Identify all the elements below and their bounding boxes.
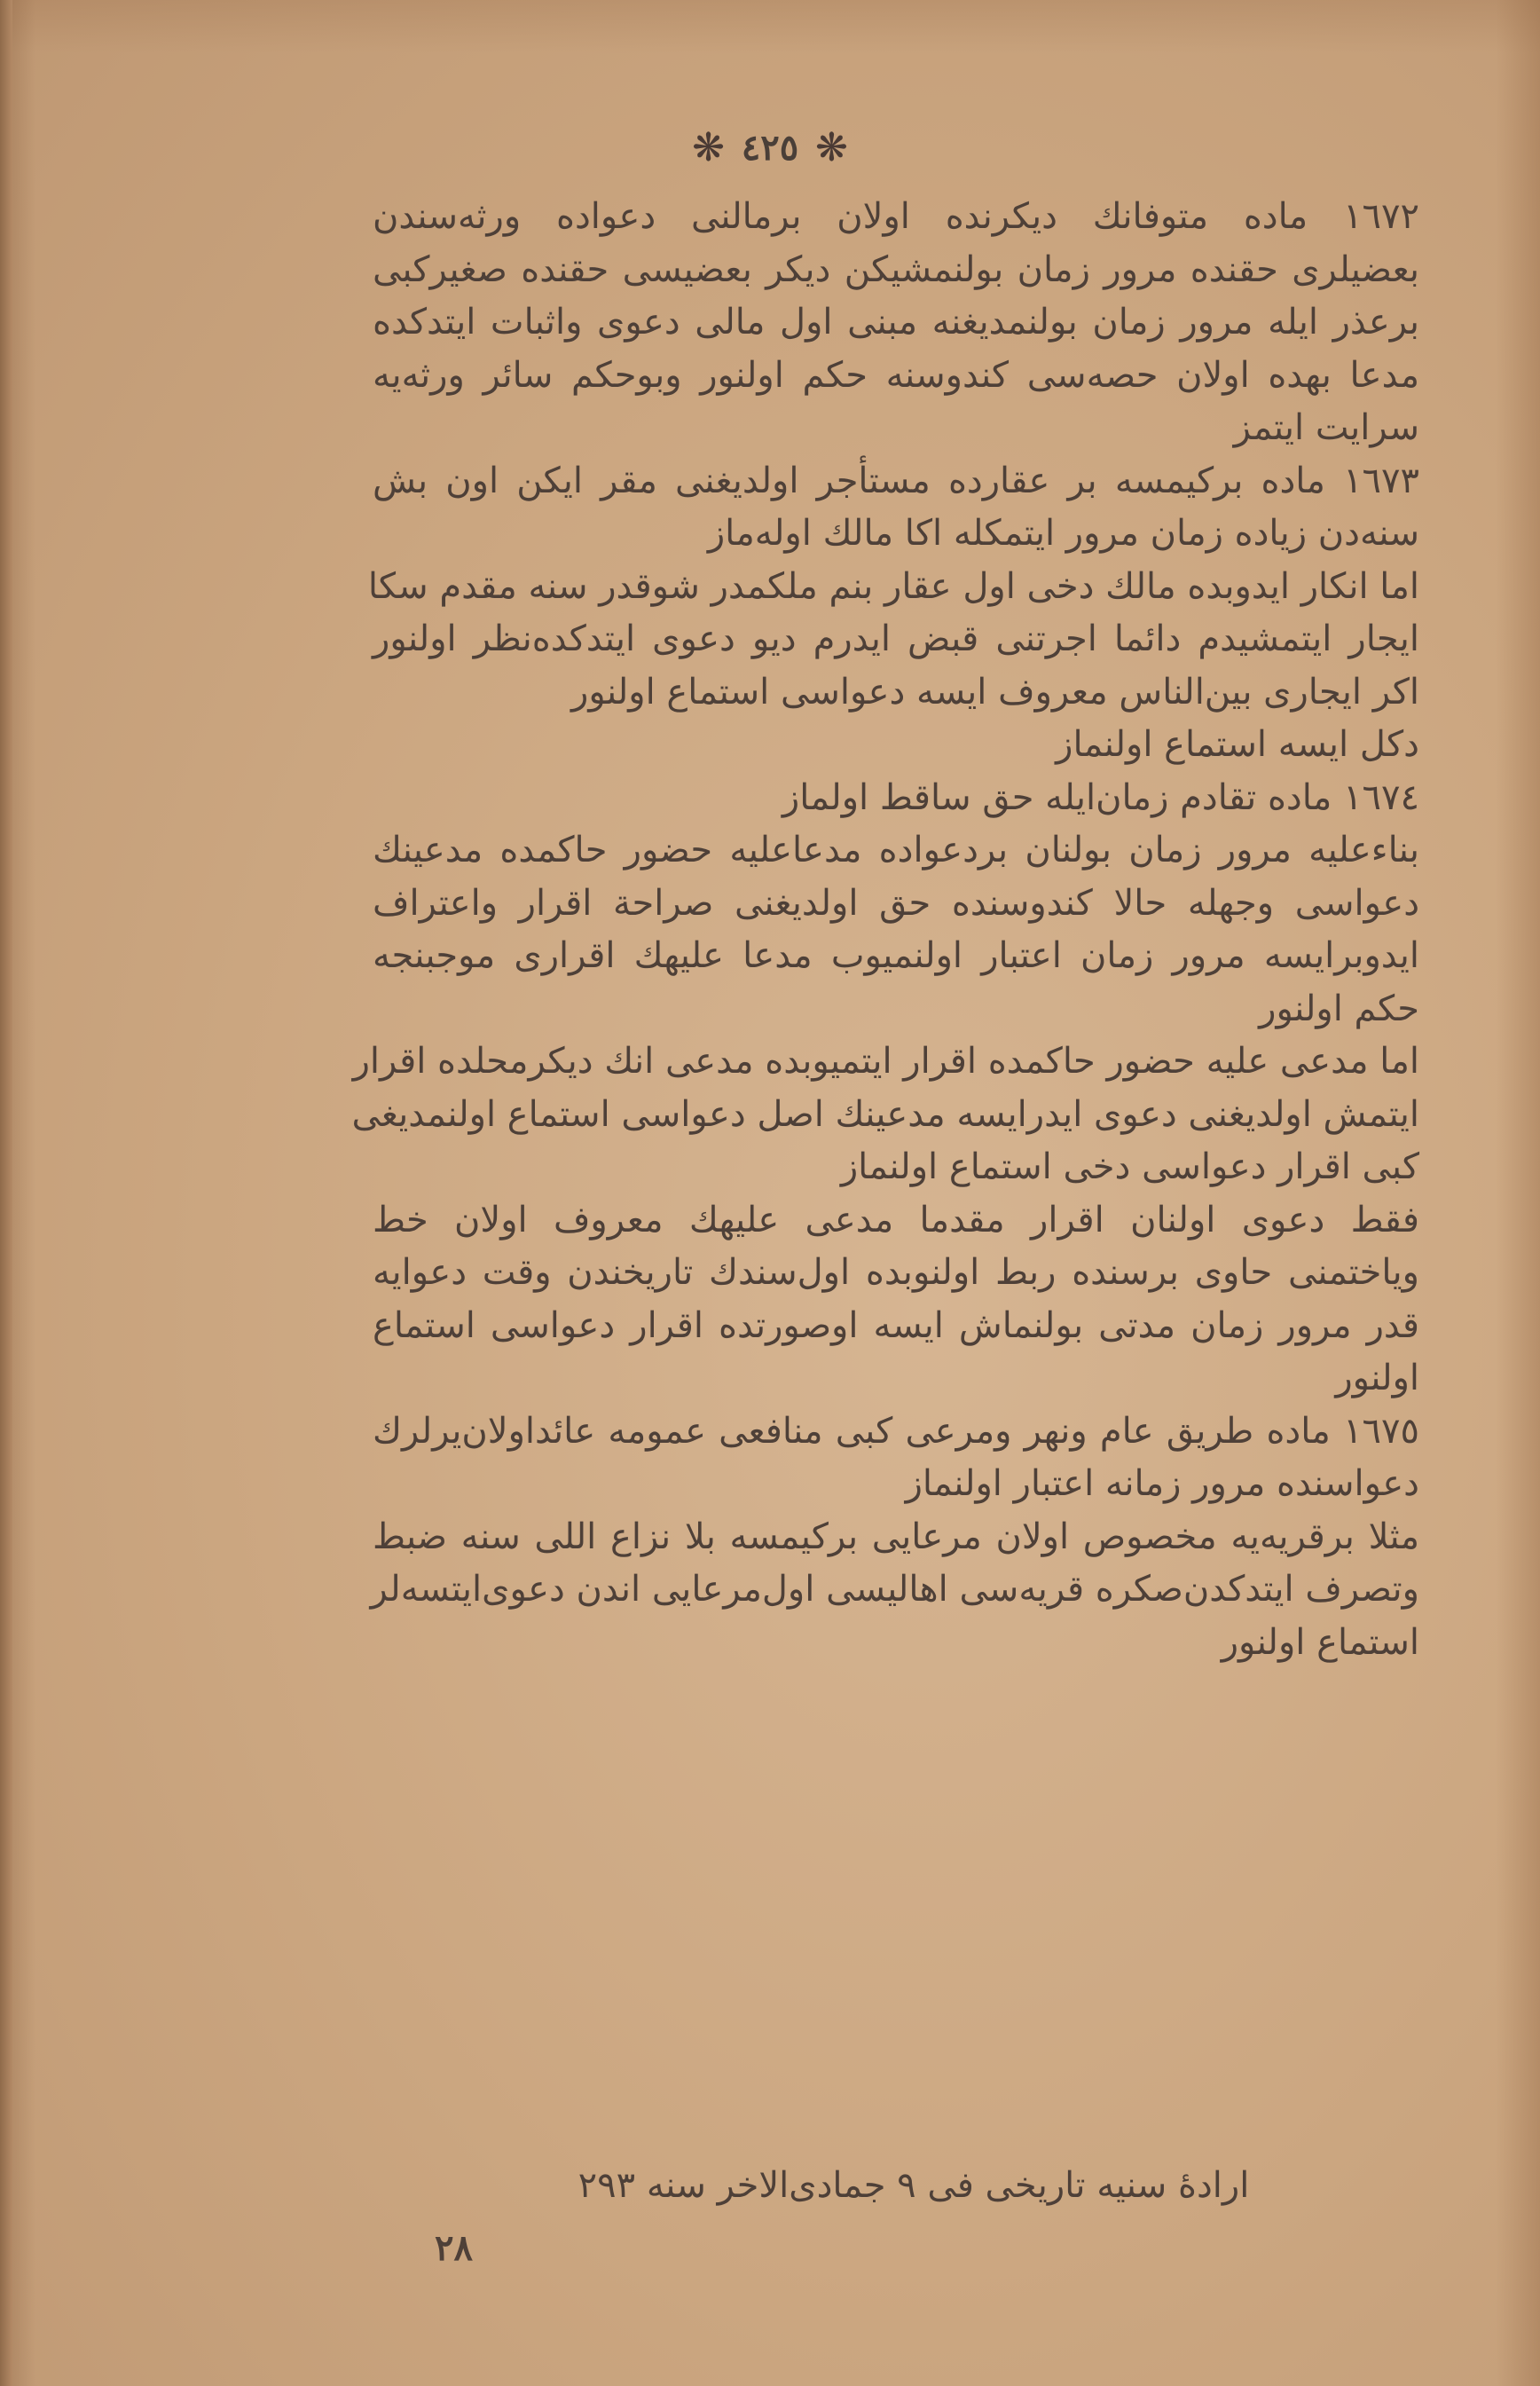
text-line: دكل ايسه استماع اولنماز [1056,724,1419,765]
text-line: برعذر ايله مرور زمان بولنمديغنه مبنى اول مالى دعوى واثبات ايتدكده [373,302,1419,343]
text-line: بعضيلرى حقنده مرور زمان بولنمشيكن ديكر بعضيسى حقنده صغيركبى [373,248,1419,290]
signature-mark: ٢٨ [435,2227,473,2269]
text-line: ايجار ايتمشيدم دائما اجرتنى قبض ايدرم ديو دعوى ايتدكده‌نظر اولنور [373,618,1419,659]
text-line: سرايت ايتمز [1233,407,1419,448]
text-line: فقط دعوى اولنان اقرار مقدما مدعى عليهك معروف اولان خط [373,1199,1419,1240]
text-line: ايدوبرايسه مرور زمان اعتبار اولنميوب مدعا عليهك اقرارى موجبنجه [373,935,1419,976]
ornament-left-icon: ❋ [814,124,848,170]
text-line: اكر ايجارى بين‌الناس معروف ايسه دعواسى استماع اولنور [571,671,1419,713]
text-line: اما انكار ايدوبده مالك دخى اول عقار بنم ملكمدر شوقدر سنه مقدم سكا [367,565,1419,607]
page-number: ٤٢٥ [741,126,799,169]
article-1672-heading: ١٦٧٢ ماده متوفانك ديكرنده اولان برمالنى دعواده ورثه‌سندن [373,196,1419,237]
text-line: دعواسى وجهله حالا كندوسنده حق اولديغنى صراحة اقرار واعتراف [373,882,1419,924]
irade-date-line: ارادهٔ سنيه تاريخى فى ٩ جمادى‌الاخر سنه ٢٩٣ [578,2165,1250,2206]
body-text [351,191,1419,1669]
page-binding-edge [0,0,12,2386]
text-line: اولنور [1335,1358,1419,1398]
text-line: كبى اقرار دعواسى دخى استماع اولنماز [840,1146,1419,1187]
article-1674-heading: ١٦٧٤ ماده تقادم زمان‌ايله حق ساقط اولماز [782,776,1419,818]
article-1675-heading: ١٦٧٥ ماده طريق عام ونهر ومرعى كبى منافعى عمومه عائداولان‌يرلرك [373,1410,1419,1452]
text-line: اما مدعى عليه حضور حاكمده اقرار ايتميوبده مدعى انك ديكرمحلده اقرار [352,1041,1419,1082]
page-header [0,124,1540,170]
article-1673-heading: ١٦٧٣ ماده بركيمسه بر عقارده مستأجر اولديغنى مقر ايكن اون بش [373,460,1419,501]
text-line: بناءعليه مرور زمان بولنان بردعواده مدعاعليه حضور حاكمده مدعينك [373,830,1419,870]
text-line: دعواسنده مرور زمانه اعتبار اولنماز [905,1463,1419,1504]
text-line: قدر مرور زمان مدتى بولنماش ايسه اوصورتده اقرار دعواسى استماع [373,1304,1419,1346]
text-line: استماع اولنور [1221,1621,1419,1663]
text-line: مثلا برقريه‌يه مخصوص اولان مرعايى بركيمسه بلا نزاع اللى سنه ضبط [373,1516,1419,1557]
text-line: وتصرف ايتدكدن‌صكره قريه‌سى اهاليسى اول‌مرعايى اندن دعوى‌ايتسه‌لر [370,1569,1419,1610]
text-line: وياختمنى حاوى برسنده ربط اولنوبده اول‌سندك تاريخندن وقت دعوايه [373,1252,1419,1293]
text-line: حكم اولنور [1259,988,1419,1029]
text-line: مدعا بهده اولان حصه‌سى كندوسنه حكم اولنور وبوحكم سائر ورثه‌يه [373,354,1419,396]
ornament-right-icon: ❋ [692,124,726,170]
text-line: سنه‌دن زياده زمان مرور ايتمكله اكا مالك اوله‌ماز [707,513,1419,554]
text-line: ايتمش اولديغنى دعوى ايدرايسه مدعينك اصل دعواسى استماع اولنمديغى [351,1093,1419,1135]
